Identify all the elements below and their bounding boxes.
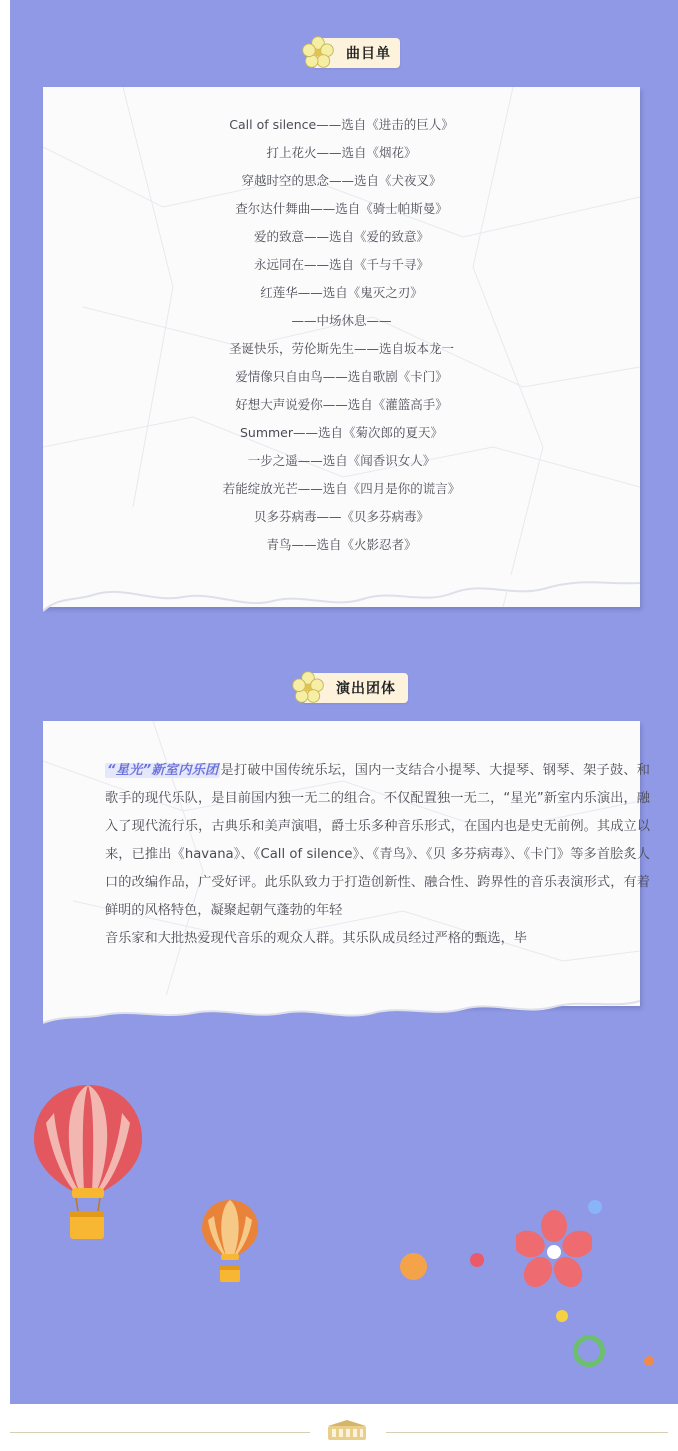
- song-item: 打上花火——选自《烟花》: [266, 145, 417, 160]
- song-item: 查尔达什舞曲——选自《骑士帕斯曼》: [235, 201, 448, 216]
- programme-section-title: 曲目单: [346, 46, 391, 62]
- footer-divider-right: [386, 1432, 668, 1433]
- hot-air-balloon-small: [200, 1198, 260, 1284]
- song-item: 爱情像只自由鸟——选自歌剧《卡门》: [235, 369, 448, 384]
- flower-badge-icon: [300, 34, 336, 70]
- song-item: 贝多芬病毒——《贝多芬病毒》: [253, 509, 429, 524]
- ensemble-intro-text: [105, 757, 650, 953]
- song-item: 一步之遥——选自《闻香识女人》: [247, 453, 436, 468]
- song-item: 好想大声说爱你——选自《灌篮高手》: [235, 397, 448, 412]
- yellow-dot: [556, 1310, 568, 1322]
- intro-tail: [105, 925, 650, 953]
- song-item: 永远同在——选自《千与千寻》: [253, 257, 429, 272]
- intro-body: 是打破中国传统乐坛，国内一支结合小提琴、大提琴、钢琴、架子鼓、和歌手的现代乐队，是目前国内独一无二的组合。不仅配置独一无二，“星光”新室内乐演出，融入了现代流行乐，古典乐和美声演唱，爵士乐多种音乐形式，在国内也是史无前例。其成立以来，已推出《havana》、《Call of silence》、《青鸟》、《贝 多芬病毒》、《卡门》等多首脍炙人口的改编作品，广受好评。此乐队致力于打造创新性、融合性、跨界性的音乐表演形式，有着鲜明的风格特色，凝聚起朝气蓬勃的年轻: [105, 763, 650, 918]
- song-list: [43, 111, 640, 559]
- intro-tail-text: 音乐家和大批热爱现代音乐的观众人群。其乐队成员经过严格的甄选，毕: [105, 931, 527, 946]
- green-ring: [573, 1335, 605, 1367]
- song-item: 爱的致意——选自《爱的致意》: [253, 229, 429, 244]
- programme-paper-card: [43, 87, 640, 607]
- orange-small-dot: [644, 1356, 654, 1366]
- orange-dot: [400, 1253, 427, 1280]
- hot-air-balloon-large: [32, 1083, 144, 1243]
- programme-section-badge: [312, 38, 400, 68]
- intermission-label: ——中场休息——: [291, 313, 392, 328]
- song-item: Call of silence——选自《进击的巨人》: [229, 117, 454, 132]
- torn-paper-edge: [43, 995, 640, 1035]
- intro-paragraph: [105, 757, 650, 925]
- song-item: 穿越时空的思念——选自《犬夜叉》: [241, 173, 442, 188]
- ensemble-section-badge: [302, 673, 408, 703]
- song-item: 圣诞快乐，劳伦斯先生——选自坂本龙一: [228, 341, 454, 356]
- footer-logo-icon: [324, 1418, 370, 1444]
- footer-divider-left: [10, 1432, 310, 1433]
- song-item: 青鸟——选自《火影忍者》: [266, 537, 417, 552]
- red-dot: [470, 1253, 484, 1267]
- torn-paper-edge: [43, 575, 640, 630]
- song-item: 若能绽放光芒——选自《四月是你的谎言》: [222, 481, 461, 496]
- ensemble-section-title: 演出团体: [336, 681, 396, 697]
- blue-dot: [588, 1200, 602, 1214]
- ensemble-paper-card: [43, 721, 650, 1006]
- song-item: 红莲华——选自《鬼灭之刃》: [260, 285, 423, 300]
- flower-badge-icon: [290, 669, 326, 705]
- song-item: Summer——选自《菊次郎的夏天》: [239, 425, 444, 440]
- pink-flower-decoration: [516, 1210, 592, 1290]
- ensemble-name-highlight: “星光”新室内乐团: [107, 763, 219, 778]
